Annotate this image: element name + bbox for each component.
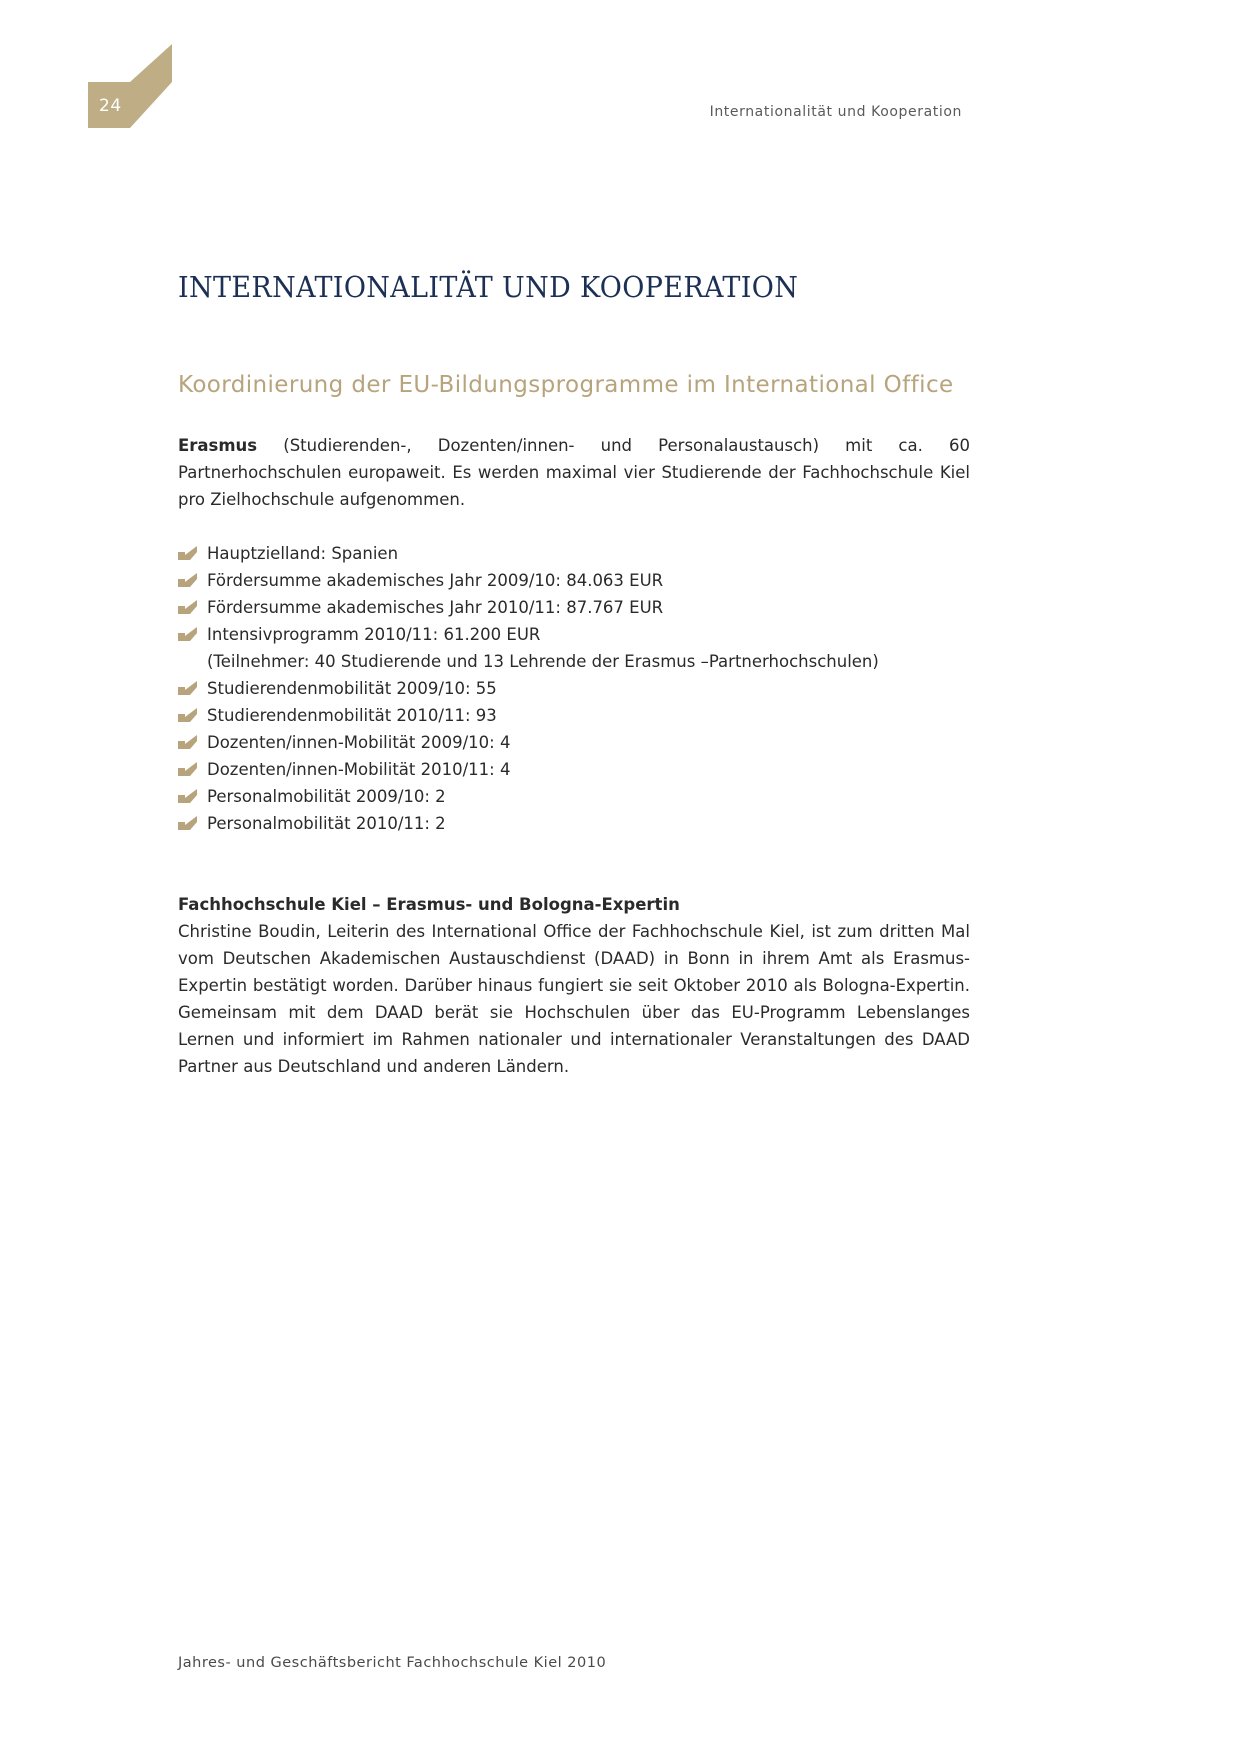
statistics-list: [178, 540, 970, 837]
page-number: 24: [99, 96, 122, 116]
list-item-label: Personalmobilität 2009/10: 2: [207, 787, 446, 806]
list-item: [178, 675, 970, 702]
list-item-label: Studierendenmobilität 2010/11: 93: [207, 706, 497, 725]
section-title: Koordinierung der EU-Bildungsprogramme im International Office: [178, 372, 954, 398]
checkmark-icon: [178, 546, 198, 560]
body-paragraph: Christine Boudin, Leiterin des International Office der Fachhochschule Kiel, ist zum dritten Mal vom Deutschen Akademischen Austauschdienst (DAAD) in Bonn in ihrem Amt als Erasmus-Expertin bestätigt worden. Darüber hinaus fungiert sie seit Oktober 2010 als Bologna-Expertin. Gemeinsam mit dem DAAD berät sie Hochschulen über das EU-Programm Lebenslanges Lernen und informiert im Rahmen nationaler und internationaler Veranstaltungen des DAAD Partner aus Deutschland und anderen Ländern.: [178, 922, 970, 1076]
list-item-note: (Teilnehmer: 40 Studierende und 13 Lehrende der Erasmus –Partnerhochschulen): [207, 652, 879, 671]
list-item-label: Fördersumme akademisches Jahr 2010/11: 87.767 EUR: [207, 598, 664, 617]
subsection-heading: Fachhochschule Kiel – Erasmus- und Bologna-Expertin: [178, 895, 680, 914]
checkmark-icon: [178, 762, 198, 776]
running-header: Internationalität und Kooperation: [709, 104, 962, 120]
intro-paragraph: [178, 432, 970, 513]
list-item: [178, 567, 970, 594]
checkmark-icon: [178, 627, 198, 641]
list-item: [178, 540, 970, 567]
checkmark-icon: [178, 708, 198, 722]
list-item: [178, 594, 970, 621]
checkmark-icon: [178, 735, 198, 749]
list-item-label: Dozenten/innen-Mobilität 2009/10: 4: [207, 733, 511, 752]
checkmark-icon: [178, 789, 198, 803]
checkmark-icon: [178, 681, 198, 695]
list-item-label: Personalmobilität 2010/11: 2: [207, 814, 446, 833]
list-item: [178, 621, 970, 675]
list-item: [178, 810, 970, 837]
list-item-label: Intensivprogramm 2010/11: 61.200 EUR: [207, 625, 541, 644]
checkmark-icon: [178, 600, 198, 614]
list-item-label: Studierendenmobilität 2009/10: 55: [207, 679, 497, 698]
page-footer: Jahres- und Geschäftsbericht Fachhochschule Kiel 2010: [178, 1655, 607, 1671]
checkmark-icon: [178, 816, 198, 830]
intro-bold-term: Erasmus: [178, 436, 258, 455]
checkmark-icon: [178, 573, 198, 587]
page-title: INTERNATIONALITÄT UND KOOPERATION: [178, 270, 799, 304]
list-item-label: Fördersumme akademisches Jahr 2009/10: 84.063 EUR: [207, 571, 664, 590]
list-item-label: Hauptzielland: Spanien: [207, 544, 399, 563]
list-item: [178, 702, 970, 729]
list-item: [178, 729, 970, 756]
list-item: [178, 783, 970, 810]
list-item: [178, 756, 970, 783]
intro-text: (Studierenden-, Dozenten/innen- und Personalaustausch) mit ca. 60 Partnerhochschulen europaweit. Es werden maximal vier Studierende der Fachhochschule Kiel pro Zielhochschule aufgenommen.: [178, 436, 970, 509]
main-content: [178, 270, 970, 1080]
list-item-label: Dozenten/innen-Mobilität 2010/11: 4: [207, 760, 511, 779]
